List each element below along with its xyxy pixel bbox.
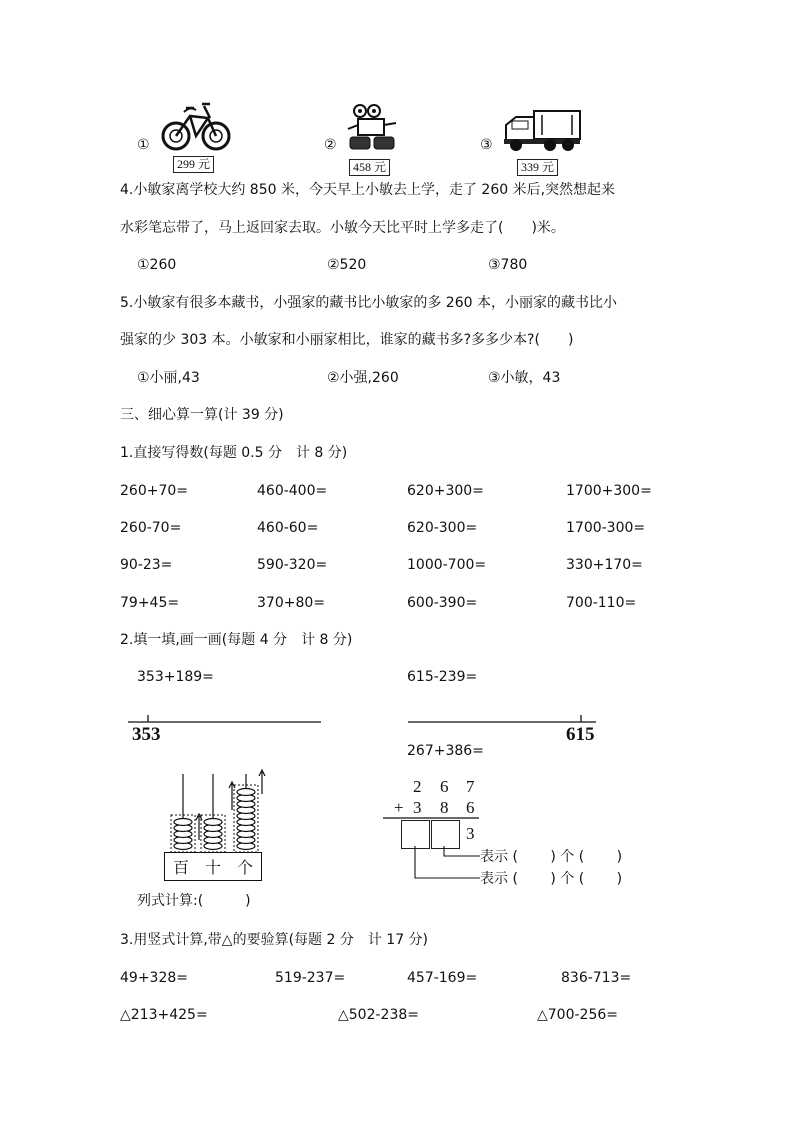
robot-icon	[346, 103, 402, 153]
representation-line-1: 表示 ( ) 个 ( )	[480, 849, 623, 865]
oral-item: 600-390=	[407, 595, 478, 611]
oral-item: 79+45=	[120, 595, 180, 611]
abacus-label-box	[164, 852, 262, 881]
column-calc-item: 519-237=	[275, 970, 346, 986]
oral-item: 460-60=	[257, 520, 319, 536]
q4-option-3: ③780	[488, 257, 528, 273]
vertical-top-digit: 6	[440, 777, 449, 796]
oral-item: 90-23=	[120, 557, 173, 573]
toy-price-1: 299 元	[173, 156, 214, 173]
q5-option-1: ①小丽,43	[137, 370, 200, 386]
abacus-label-ones: 个	[236, 858, 253, 877]
vertical-bottom-digit: 3	[413, 798, 422, 817]
oral-item: 260+70=	[120, 483, 188, 499]
vertical-top-digit: 2	[413, 777, 422, 796]
oral-item: 1000-700=	[407, 557, 487, 573]
q4-option-1: ①260	[137, 257, 177, 273]
q3-3-title: 3.用竖式计算,带△的要验算(每题 2 分 计 17 分)	[120, 932, 429, 948]
abacus-label-tens: 十	[204, 858, 221, 877]
toy-price-3: 339 元	[517, 159, 558, 176]
column-calc-item-verify: △700-256=	[537, 1007, 618, 1023]
oral-item: 1700-300=	[566, 520, 646, 536]
representation-line-2: 表示 ( ) 个 ( )	[480, 871, 623, 887]
bicycle-icon	[160, 98, 232, 154]
column-calc-item-verify: △502-238=	[338, 1007, 419, 1023]
answer-box-tens[interactable]	[431, 820, 460, 849]
toy-number-2: ②	[324, 137, 337, 153]
vertical-expr: 267+386=	[407, 743, 484, 759]
q5-option-2: ②小强,260	[327, 370, 399, 386]
toy-number-1: ①	[137, 137, 150, 153]
oral-item: 370+80=	[257, 595, 325, 611]
column-calc-item-verify: △213+425=	[120, 1007, 208, 1023]
oral-item: 700-110=	[566, 595, 637, 611]
q5-text-line1: 5.小敏家有很多本藏书，小强家的藏书比小敏家的多 260 本，小丽家的藏书比小	[120, 295, 617, 311]
q3-1-title: 1.直接写得数(每题 0.5 分 计 8 分)	[120, 445, 348, 461]
oral-item: 620+300=	[407, 483, 484, 499]
numberline-right-expr: 615-239=	[407, 669, 478, 685]
oral-item: 590-320=	[257, 557, 328, 573]
toy-price-2: 458 元	[349, 159, 390, 176]
column-calc-item: 836-713=	[561, 970, 632, 986]
q5-text-line2: 强家的少 303 本。小敏家和小丽家相比，谁家的藏书多?多多少本?( )	[120, 332, 574, 348]
q4-text-line2: 水彩笔忘带了，马上返回家去取。小敏今天比平时上学多走了( )米。	[120, 220, 565, 236]
oral-item: 260-70=	[120, 520, 182, 536]
vertical-bottom-digit: 8	[440, 798, 449, 817]
abacus-label-hundreds: 百	[172, 858, 189, 877]
number-line-left-label: 353	[132, 724, 161, 745]
truck-icon	[502, 109, 582, 153]
q4-text-line1: 4.小敏家离学校大约 850 米，今天早上小敏去上学，走了 260 米后,突然想起来	[120, 182, 616, 198]
answer-box-hundreds[interactable]	[401, 820, 430, 849]
column-calc-item: 49+328=	[120, 970, 188, 986]
vertical-result-ones: 3	[466, 824, 475, 843]
q5-option-3: ③小敏，43	[488, 370, 561, 386]
oral-item: 330+170=	[566, 557, 643, 573]
q3-2-title: 2.填一填,画一画(每题 4 分 计 8 分)	[120, 632, 353, 648]
numberline-left-expr: 353+189=	[137, 669, 214, 685]
vertical-plus-sign: +	[394, 798, 404, 817]
toy-number-3: ③	[480, 137, 493, 153]
column-calc-item: 457-169=	[407, 970, 478, 986]
q4-option-2: ②520	[327, 257, 367, 273]
oral-item: 460-400=	[257, 483, 328, 499]
representation-connectors	[412, 846, 482, 882]
vertical-top-digit: 7	[466, 777, 475, 796]
number-line-right-label: 615	[566, 724, 595, 745]
abacus-icon	[160, 770, 270, 858]
formula-line: 列式计算:( )	[137, 893, 251, 909]
oral-item: 620-300=	[407, 520, 478, 536]
vertical-bottom-digit: 6	[466, 798, 475, 817]
oral-item: 1700+300=	[566, 483, 652, 499]
section3-title: 三、细心算一算(计 39 分)	[120, 407, 284, 423]
